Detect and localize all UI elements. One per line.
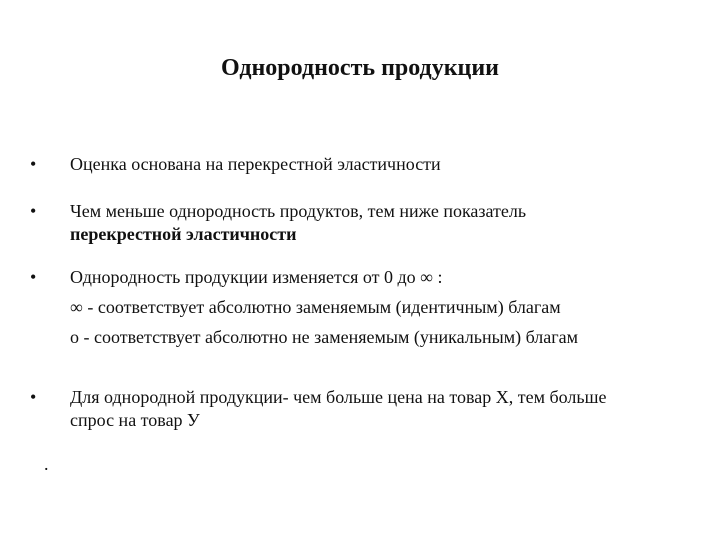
sub-line-infinity: ∞ - соответствует абсолютно заменяемым (идентичным) благам xyxy=(70,297,561,317)
bullet-line: спрос на товар У xyxy=(70,410,200,430)
sub-line-zero: о - соответствует абсолютно не заменяемым (уникальным) благам xyxy=(70,327,579,347)
bullet-text xyxy=(70,153,710,176)
bullet-line: Однородность продукции изменяется от 0 до ∞ : xyxy=(70,267,443,287)
bullet-marker: • xyxy=(30,267,37,287)
bullet-marker: • xyxy=(30,154,37,174)
bullet-text xyxy=(70,386,710,432)
bullet-text xyxy=(70,266,710,349)
bullet-line-bold: перекрестной эластичности xyxy=(70,224,297,244)
trailing-mark: . xyxy=(44,454,49,474)
bullet-line: Для однородной продукции- чем больше цена на товар Х, тем больше xyxy=(70,387,607,407)
bullet-marker: • xyxy=(30,387,37,407)
bullet-text xyxy=(70,200,710,246)
bullet-line: Оценка основана на перекрестной эластичности xyxy=(70,154,441,174)
bullet-marker: • xyxy=(30,201,37,221)
slide-title: Однородность продукции xyxy=(220,55,499,81)
bullet-line: Чем меньше однородность продуктов, тем ниже показатель xyxy=(70,201,527,221)
